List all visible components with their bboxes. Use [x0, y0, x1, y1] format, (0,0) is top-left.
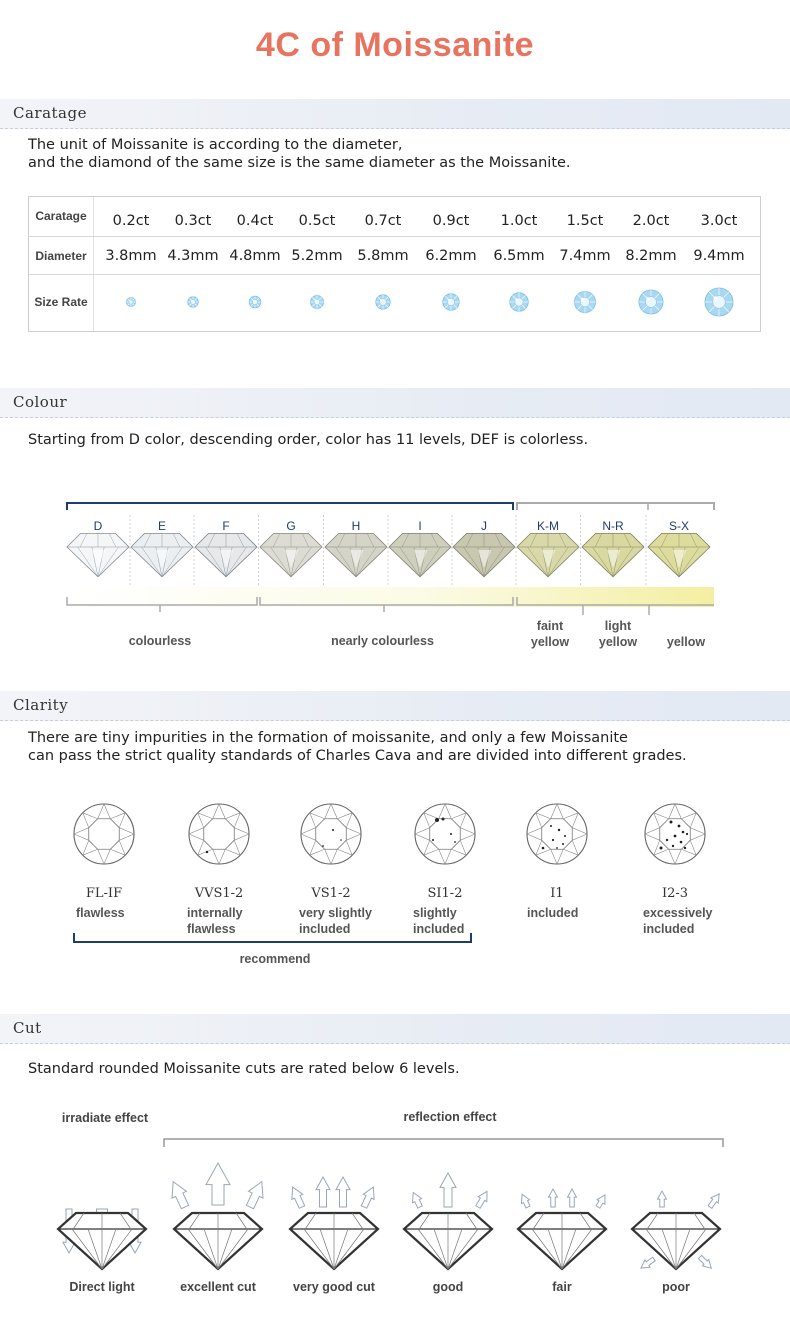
colour-grade-label: E: [157, 519, 166, 533]
light-arrow-icon: [243, 1178, 269, 1210]
colour-gem-icon: [325, 533, 387, 576]
colour-gem-icon: [582, 533, 644, 576]
colour-section-header: [0, 388, 790, 418]
diameter-cell: 5.2mm: [291, 248, 343, 264]
caratage-heading: Caratage: [13, 104, 87, 122]
cut-gem-direct-light: [58, 1213, 146, 1269]
cut-heading: Cut: [13, 1019, 42, 1037]
carat-cell: 0.3ct: [174, 213, 212, 229]
size-rate-gem-icon: [638, 289, 664, 315]
cut-gem-good: [404, 1213, 492, 1269]
size-rate-gem-icon: [442, 293, 460, 311]
light-arrow-icon: [549, 1189, 558, 1207]
clarity-grade-code: SI1-2: [427, 886, 463, 901]
colour-grade-label: I: [418, 519, 422, 533]
diameter-cell: 4.3mm: [167, 248, 219, 264]
clarity-gem-icon: [74, 804, 134, 864]
diameter-cell: 6.5mm: [493, 248, 545, 264]
size-rate-gems: [29, 275, 760, 331]
colour-gem-icon: [389, 533, 451, 576]
clarity-grade-desc-line2: included: [299, 922, 351, 936]
cut-grade-label: good: [432, 1280, 464, 1294]
light-arrow-icon: [474, 1189, 492, 1210]
group-faint-yellow: [520, 618, 580, 650]
diameter-cell: 7.4mm: [559, 248, 611, 264]
diameter-cell: 9.4mm: [693, 248, 745, 264]
clarity-gem-icon: [301, 804, 361, 864]
carat-cell: 3.0ct: [700, 213, 738, 229]
light-arrow-icon: [518, 1192, 532, 1208]
colour-grade-label: H: [351, 519, 361, 533]
caratage-description: [28, 136, 571, 172]
carat-cell: 1.5ct: [566, 213, 604, 229]
colour-gem-icon: [648, 533, 710, 576]
colour-grade-label: K-M: [537, 519, 559, 533]
clarity-gem-icon: [527, 804, 587, 864]
light-arrow-icon: [594, 1193, 609, 1210]
light-arrow-icon: [706, 1191, 723, 1209]
clarity-heading: Clarity: [13, 696, 69, 714]
size-rate-gem-icon: [248, 295, 262, 309]
carat-cell: 0.9ct: [432, 213, 470, 229]
recommend-bracket: [0, 930, 790, 950]
size-rate-gem-icon: [126, 297, 137, 308]
size-rate-gem-icon: [574, 291, 597, 314]
diameter-cell: 4.8mm: [229, 248, 281, 264]
clarity-grade-desc-line1: slightly: [413, 906, 457, 920]
group-nearly-colourless: nearly colourless: [331, 634, 434, 648]
colour-heading: Colour: [13, 393, 68, 411]
colour-grade-label: J: [481, 519, 487, 533]
table-row-caratage: [29, 197, 760, 237]
clarity-grade-desc-line1: flawless: [76, 906, 125, 920]
row-label-diameter: Diameter: [35, 249, 87, 263]
reflection-effect-label: reflection effect: [403, 1110, 497, 1124]
cut-gem-fair: [518, 1213, 606, 1269]
clarity-description: [28, 729, 687, 765]
colour-grade-label: G: [286, 519, 296, 533]
light-arrow-icon: [568, 1189, 577, 1207]
light-arrow-icon: [359, 1185, 379, 1210]
caratage-desc-line2: and the diamond of the same size is the same diameter as the Moissanite.: [28, 155, 571, 171]
light-arrow-icon: [316, 1177, 330, 1207]
clarity-gems: [0, 800, 790, 880]
cut-grade-label: Direct light: [69, 1280, 135, 1294]
cut-grade-label: excellent cut: [180, 1280, 256, 1294]
recommend-label: recommend: [239, 952, 311, 966]
caratage-table: [28, 196, 761, 332]
clarity-grade-code: I1: [550, 886, 564, 901]
clarity-gem-icon: [415, 804, 475, 864]
carat-cell: 0.2ct: [112, 213, 150, 229]
group-light-yellow-line2: yellow: [598, 635, 638, 649]
colour-gem-icon: [260, 533, 322, 576]
clarity-grade-code: FL-IF: [85, 886, 123, 901]
row-label-caratage: Caratage: [35, 209, 87, 223]
cut-diagrams: [0, 1125, 790, 1295]
colour-grade-label: D: [93, 519, 103, 533]
group-colourless: colourless: [128, 634, 192, 648]
size-rate-gem-icon: [509, 292, 529, 312]
colour-grade-label: N-R: [602, 519, 624, 533]
cut-grade-label: poor: [662, 1280, 690, 1294]
colour-gem-icon: [453, 533, 515, 576]
colour-gem-icon: [131, 533, 193, 576]
colour-description: Starting from D color, descending order, color has 11 levels, DEF is colorless.: [28, 432, 589, 448]
page-title: 4C of Moissanite: [255, 26, 535, 64]
group-light-yellow-line1: light: [604, 619, 632, 633]
group-faint-yellow-line1: faint: [536, 619, 564, 633]
light-arrow-icon: [658, 1191, 667, 1207]
cut-gem-excellent: [174, 1213, 262, 1269]
light-arrow-icon: [697, 1254, 715, 1272]
cut-grade-label: very good cut: [293, 1280, 375, 1294]
clarity-grade-desc-line1: internally: [187, 906, 243, 920]
colour-grade-label: S-X: [668, 519, 689, 533]
diameter-cell: 3.8mm: [105, 248, 157, 264]
clarity-desc-line1: There are tiny impurities in the formation of moissanite, and only a few Moissanite: [28, 730, 628, 746]
colour-grade-label: F: [222, 519, 230, 533]
light-arrow-icon: [409, 1190, 425, 1209]
clarity-desc-line2: can pass the strict quality standards of Charles Cava and are divided into different grades.: [28, 748, 687, 764]
carat-cell: 0.7ct: [364, 213, 402, 229]
colour-gem-icon: [517, 533, 579, 576]
size-rate-gem-icon: [704, 287, 734, 317]
light-arrow-icon: [440, 1173, 456, 1207]
caratage-section-header: [0, 99, 790, 129]
diameter-cell: 6.2mm: [425, 248, 477, 264]
group-light-yellow: [588, 618, 648, 650]
carat-cell: 0.5ct: [298, 213, 336, 229]
clarity-grade-desc-line1: excessively: [643, 906, 713, 920]
clarity-grade-code: VVS1-2: [194, 886, 244, 901]
row-label-size-rate: Size Rate: [34, 295, 88, 309]
carat-cell: 1.0ct: [500, 213, 538, 229]
irradiate-effect-label: irradiate effect: [61, 1111, 149, 1125]
clarity-grade-code: VS1-2: [311, 886, 351, 901]
size-rate-gem-icon: [375, 294, 391, 310]
colour-gem-icon: [195, 533, 257, 576]
cut-section-header: [0, 1014, 790, 1044]
clarity-grade-desc-line1: very slightly: [299, 906, 372, 920]
clarity-gem-icon: [645, 804, 705, 864]
clarity-grade-desc-line2: included: [643, 922, 695, 936]
cut-grade-label: fair: [552, 1280, 572, 1294]
diameter-cell: 5.8mm: [357, 248, 409, 264]
carat-cell: 2.0ct: [632, 213, 670, 229]
caratage-desc-line1: The unit of Moissanite is according to the diameter,: [28, 137, 403, 153]
clarity-section-header: [0, 691, 790, 721]
size-rate-gem-icon: [187, 296, 199, 308]
clarity-grade-desc-line1: included: [527, 906, 579, 920]
table-row-size-rate: [29, 275, 760, 331]
cut-description: Standard rounded Moissanite cuts are rated below 6 levels.: [28, 1061, 460, 1077]
light-arrow-icon: [287, 1185, 307, 1210]
light-arrow-icon: [166, 1178, 192, 1210]
diameter-cell: 8.2mm: [625, 248, 677, 264]
clarity-gem-icon: [189, 804, 249, 864]
colour-gem-icon: [67, 533, 129, 576]
light-arrow-icon: [638, 1255, 656, 1272]
group-yellow: yellow: [666, 635, 706, 649]
clarity-grade-desc-line2: flawless: [187, 922, 236, 936]
carat-cell: 0.4ct: [236, 213, 274, 229]
light-arrow-icon: [206, 1163, 230, 1205]
clarity-grade-code: I2-3: [661, 886, 689, 901]
size-rate-gem-icon: [310, 295, 325, 310]
clarity-grade-desc-line2: included: [413, 922, 465, 936]
table-row-diameter: [29, 237, 760, 275]
light-arrow-icon: [336, 1177, 350, 1207]
group-faint-yellow-line2: yellow: [530, 635, 570, 649]
cut-gem-very-good: [290, 1213, 378, 1269]
